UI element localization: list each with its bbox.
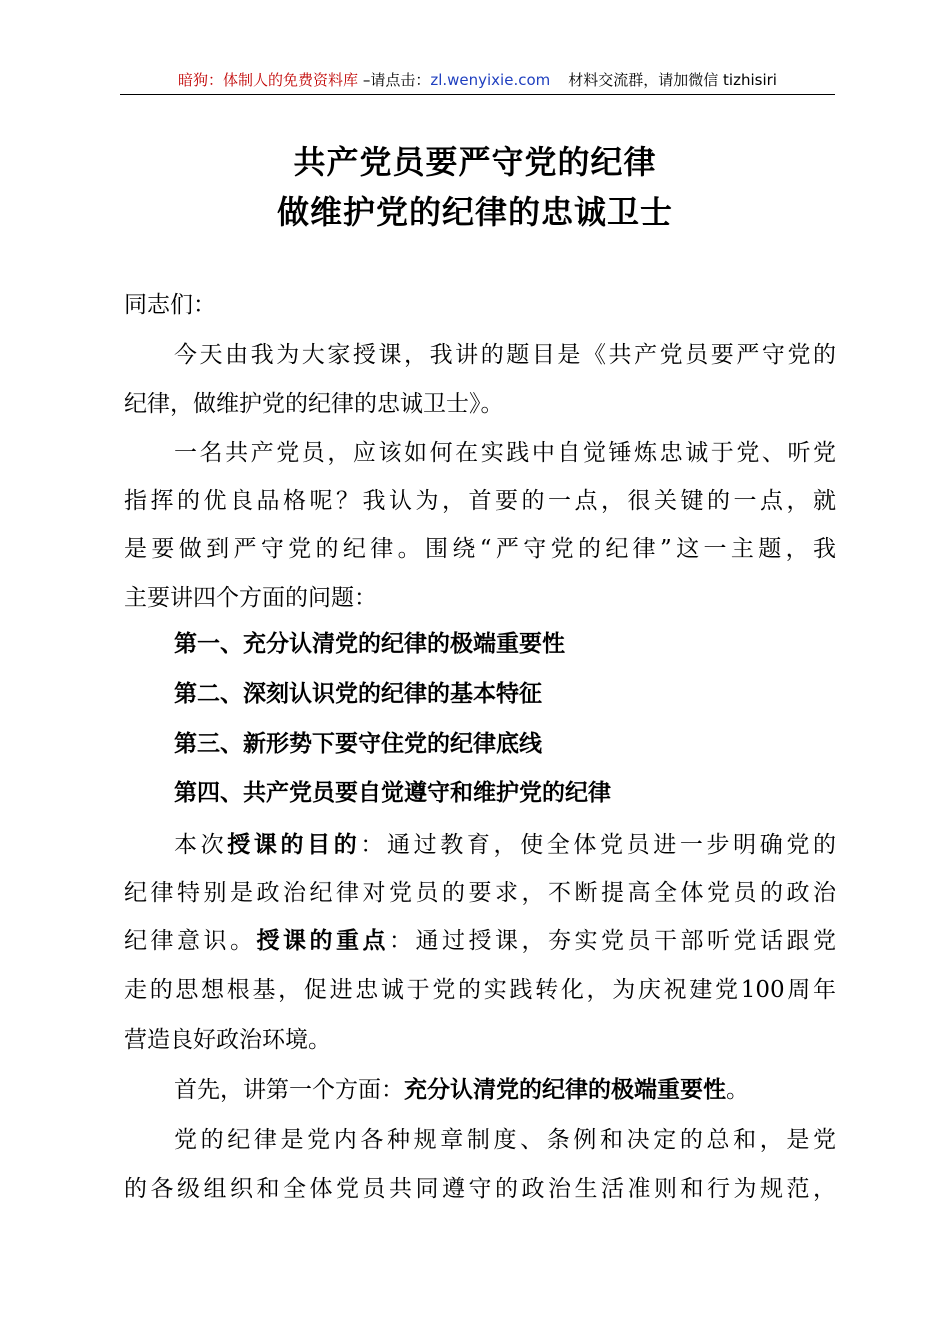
paragraph-3-line-2: 纪律特别是政治纪律对党员的要求，不断提高全体党员的政治 — [124, 880, 836, 906]
paragraph-5-line-1: 党的纪律是党内各种规章制度、条例和决定的总和，是党 — [174, 1127, 836, 1153]
paragraph-1-line-1: 今天由我为大家授课，我讲的题目是《共产党员要严守党的 — [174, 342, 836, 368]
paragraph-4 — [174, 1072, 836, 1108]
outline-item-2: 第二、深刻认识党的纪律的基本特征 — [174, 681, 542, 707]
paragraph-3-line-4: 走的思想根基，促进忠诚于党的实践转化，为庆祝建党100周年 — [124, 977, 836, 1003]
paragraph-3-line-5: 营造良好政治环境。 — [124, 1027, 331, 1053]
outline-item-3: 第三、新形势下要守住党的纪律底线 — [174, 731, 542, 757]
outline-item-1: 第一、充分认清党的纪律的极端重要性 — [174, 631, 565, 657]
greeting: 同志们： — [124, 292, 216, 318]
paragraph-3-line-1-pre: 本次 — [174, 832, 228, 858]
paragraph-1-line-2: 纪律，做维护党的纪律的忠诚卫士》。 — [124, 391, 504, 417]
paragraph-2-line-2: 指挥的优良品格呢？我认为，首要的一点，很关键的一点，就 — [124, 488, 836, 514]
paragraph-2-line-4: 主要讲四个方面的问题： — [124, 585, 377, 611]
paragraph-4-post: 。 — [726, 1077, 749, 1103]
paragraph-2-line-1: 一名共产党员，应该如何在实践中自觉锤炼忠诚于党、听党 — [174, 440, 836, 466]
page-header — [120, 70, 835, 95]
header-brand: 暗狗：体制人的免费资料库 — [178, 71, 359, 89]
paragraph-3-line-3-post: ：通过授课，夯实党员干部听党话跟党 — [389, 928, 836, 954]
header-url-link[interactable]: zl.wenyixie.com — [430, 71, 551, 89]
document-title-line-2: 做维护党的纪律的忠诚卫士 — [276, 193, 673, 231]
header-contact: 材料交流群，请加微信 tizhisiri — [568, 71, 777, 89]
document-title-line-1: 共产党员要严守党的纪律 — [293, 143, 657, 181]
lecture-focus-label: 授课的重点 — [256, 928, 389, 954]
paragraph-3-line-3-pre: 纪律意识。 — [124, 928, 257, 954]
paragraph-3-line-1 — [174, 827, 836, 863]
paragraph-5-line-2: 的各级组织和全体党员共同遵守的政治生活准则和行为规范， — [124, 1176, 836, 1202]
paragraph-2-line-3: 是要做到严守党的纪律。围绕“严守党的纪律”这一主题，我 — [124, 536, 836, 562]
paragraph-3-line-1-post: ：通过教育，使全体党员进一步明确党的 — [360, 832, 836, 858]
section-1-heading: 充分认清党的纪律的极端重要性 — [404, 1077, 726, 1103]
paragraph-4-pre: 首先，讲第一个方面： — [174, 1077, 404, 1103]
header-link-prefix: –请点击： — [358, 71, 431, 89]
lecture-goal-label: 授课的目的 — [227, 832, 361, 858]
outline-item-4: 第四、共产党员要自觉遵守和维护党的纪律 — [174, 780, 611, 806]
paragraph-3-line-3 — [124, 923, 836, 959]
